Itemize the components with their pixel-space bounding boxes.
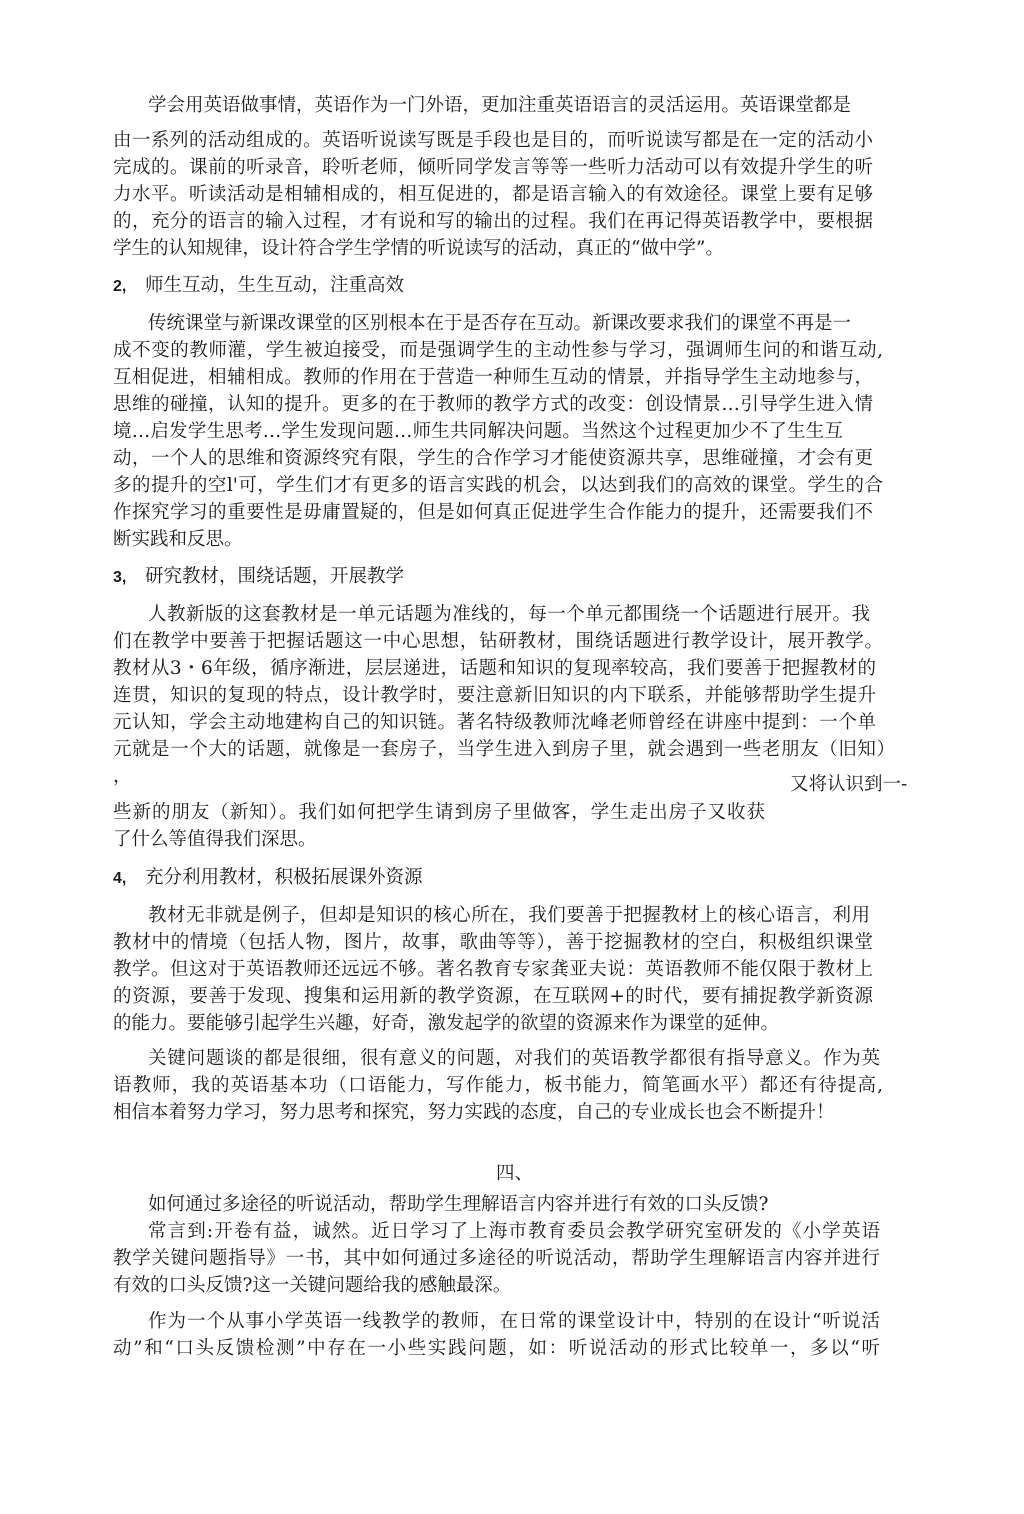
text-line: 连贯，知识的复现的特点，设计教学时，要注意新旧知识的内下联系，并能够帮助学生提升 [113, 685, 876, 706]
text-line: 的资源，要善于发现、搜集和运用新的教学资源，在互联网+的时代，要有捕捉教学新资源 [113, 986, 873, 1007]
heading-text: 师生互动，生生互动，注重高效 [145, 275, 405, 296]
section-four-question: 如何通过多途径的听说活动，帮助学生理解语言内容并进行有效的口头反馈? [148, 1194, 769, 1215]
text-line: 成不变的教师灌，学生被迫接受，而是强调学生的主动性参与学习，强调师生问的和谐互动, [113, 340, 883, 361]
text-line: 学生的认知规律，设计符合学生学情的听说读写的活动，真正的“做中学”。 [113, 238, 724, 259]
section-heading-4 [113, 864, 423, 892]
text-line: 语教师，我的英语基本功（口语能力，写作能力，板书能力，简笔画水平）都还有待提高, [113, 1075, 883, 1096]
text-line: 传统课堂与新课改课堂的区别根本在于是否存在互动。新课改要求我们的课堂不再是一 [148, 313, 852, 334]
text-line: 元认知，学会主动地建构自己的知识链。著名特级教师沈峰老师曾经在讲座中提到：一个单 [113, 712, 876, 733]
heading-text: 充分利用教材，积极拓展课外资源 [145, 867, 423, 888]
section-heading-3 [113, 563, 404, 591]
heading-number: 4, [113, 870, 127, 887]
text-line: 力水平。听读活动是相辅相成的，相互促进的，都是语言输入的有效途径。课堂上要有足够 [113, 184, 873, 205]
text-line: 元就是一个大的话题，就像是一套房子，当学生进入到房子里，就会遇到一些老朋友（旧知） [113, 739, 895, 760]
text-line: 动，一个人的思维和资源终究有限，学生的合作学习才能使资源共享，思维碰撞，才会有更 [113, 448, 873, 469]
text-line: 的，充分的语言的输入过程，才有说和写的输出的过程。我们在再记得英语教学中，要根据 [113, 211, 873, 232]
text-line: 思维的碰撞，认知的提升。更多的在于教师的教学方式的改变：创设情景…引导学生进入情 [113, 394, 873, 415]
text-line: 作探究学习的重要性是毋庸置疑的，但是如何真正促进学生合作能力的提升，还需要我们不 [113, 502, 873, 523]
text-line: 动”和“口头反馈检测”中存在一小些实践问题，如：听说活动的形式比较单一，多以“听 [113, 1338, 880, 1359]
section-four-heading: 四、 [496, 1163, 534, 1184]
text-line: 人教新版的这套教材是一单元话题为准线的，每一个单元都围绕一个话题进行展开。我 [148, 604, 870, 625]
heading-number: 3, [113, 569, 127, 586]
text-line: 又将认识到一- [790, 774, 908, 795]
text-line: 作为一个从事小学英语一线教学的教师，在日常的课堂设计中，特别的在设计“听说活 [148, 1311, 880, 1332]
text-line: 教材中的情境（包括人物，图片，故事，歌曲等等），善于挖掘教材的空白，积极组织课堂 [113, 932, 873, 953]
text-line: ， [113, 766, 132, 787]
text-line: 互相促进，相辅相成。教师的作用在于营造一种师生互动的情景，并指导学生主动地参与， [113, 367, 873, 388]
text-line: 教学关键问题指导》一书，其中如何通过多途径的听说活动，帮助学生理解语言内容并进行 [113, 1248, 880, 1269]
text-line: 们在教学中要善于把握话题这一中心思想，钻研教材，围绕话题进行教学设计，展开教学。 [113, 631, 883, 652]
text-line: 教学。但这对于英语教师还远远不够。著名教育专家龚亚夫说：英语教师不能仅限于教材上 [113, 959, 873, 980]
text-line: 教材无非就是例子，但却是知识的核心所在，我们要善于把握教材上的核心语言，利用 [148, 905, 870, 926]
text-line: 的能力。要能够引起学生兴趣，好奇，激发起学的欲望的资源来作为课堂的延伸。 [113, 1013, 780, 1034]
heading-number: 2, [113, 278, 127, 295]
text-line: 境…启发学生思考…学生发现问题…师生共同解决问题。当然这个过程更加少不了生生互 [113, 421, 843, 442]
text-line: 由一系列的活动组成的。英语听说读写既是手段也是目的，而听说读写都是在一定的活动小 [113, 130, 873, 151]
text-line: 了什么等值得我们深思。 [113, 829, 317, 850]
text-line: 学会用英语做事情，英语作为一门外语，更加注重英语语言的灵活运用。英语课堂都是 [148, 95, 852, 116]
text-line: 教材从3・6年级，循序渐进，层层递进，话题和知识的复现率较高，我们要善于把握教材的 [113, 658, 876, 679]
text-line: 关键问题谈的都是很细，很有意义的问题，对我们的英语教学都很有指导意义。作为英 [148, 1048, 880, 1069]
text-line: 些新的朋友（新知）。我们如何把学生请到房子里做客，学生走出房子又收获 [113, 802, 765, 823]
text-line: 完成的。课前的听录音，聆听老师，倾听同学发言等等一些听力活动可以有效提升学生的听 [113, 157, 873, 178]
text-line: 有效的口头反馈?这一关键问题给我的感触最深。 [113, 1275, 512, 1296]
text-line: 多的提升的空l'可，学生们才有更多的语言实践的机会，以达到我们的高效的课堂。学生的合 [113, 475, 883, 496]
section-heading-2 [113, 272, 404, 300]
text-line: 相信本着努力学习，努力思考和探究，努力实践的态度，自己的专业成长也会不断提升！ [113, 1102, 835, 1123]
text-line: 断实践和反思。 [113, 529, 243, 550]
heading-text: 研究教材，围绕话题，开展教学 [145, 566, 405, 587]
text-line: 常言到:开卷有益，诚然。近日学习了上海市教育委员会教学研究室研发的《小学英语 [148, 1221, 880, 1242]
